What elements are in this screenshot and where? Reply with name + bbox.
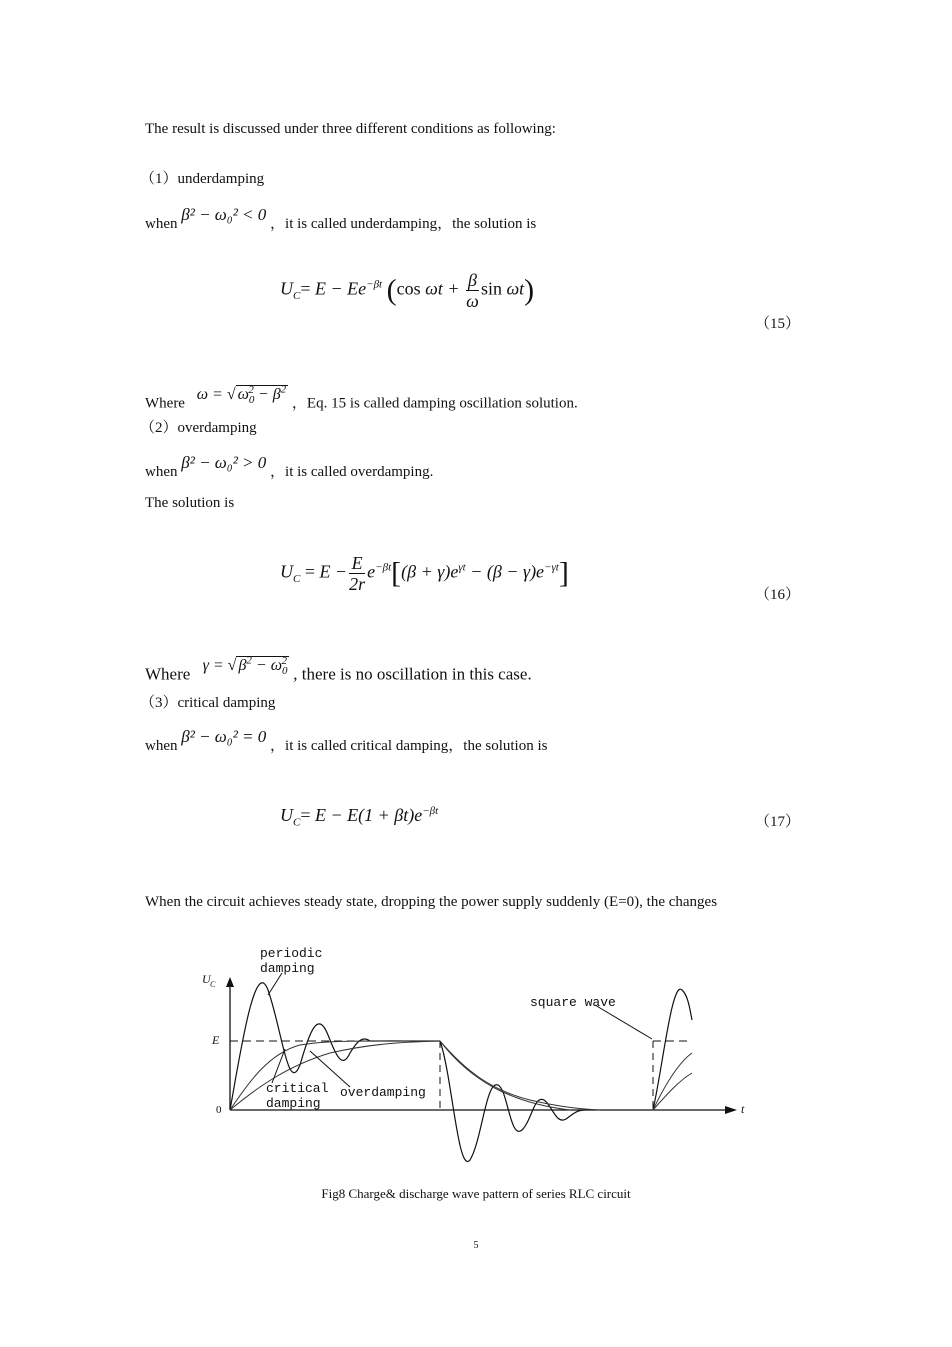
condition-underdamping: β² − ω₀² < 0 bbox=[181, 205, 267, 224]
y-axis-arrow bbox=[226, 977, 234, 987]
when-label: when bbox=[145, 464, 178, 480]
when-label: when bbox=[145, 738, 178, 754]
when-label: when bbox=[145, 216, 178, 232]
where2-text: , there is no oscillation in this case. bbox=[293, 664, 532, 684]
condition-critical: β² − ω₀² = 0 bbox=[181, 727, 267, 746]
equation-15-number: （15） bbox=[755, 316, 801, 332]
where-gamma-line bbox=[145, 655, 532, 690]
case3-heading: （3）critical damping bbox=[140, 695, 276, 711]
gamma-definition: γ = √ $\beta^2 - \omega_0^2$ bbox=[202, 655, 288, 678]
condition-overdamping: β² − ω₀² > 0 bbox=[181, 453, 267, 472]
case2-line bbox=[145, 453, 434, 481]
case1-heading: （1）underdamping bbox=[140, 171, 265, 187]
critical-label-1: critical bbox=[266, 1081, 329, 1096]
e-level-label: E bbox=[212, 1033, 220, 1047]
y-axis-sub: C bbox=[210, 980, 216, 989]
discharge-overdamping bbox=[440, 1041, 600, 1110]
case2-heading: （2）overdamping bbox=[140, 420, 257, 436]
square-wave-label: square wave bbox=[530, 995, 616, 1010]
y-axis-label: U bbox=[202, 972, 211, 986]
x-axis-arrow bbox=[725, 1106, 737, 1114]
rlc-wave-figure bbox=[190, 935, 770, 1175]
figure-caption: Fig8 Charge& discharge wave pattern of series RLC circuit bbox=[321, 1186, 631, 1201]
equation-16: $U_C = E$ − $\frac{E}{2r}$ $e^{-\beta t}[(\beta + \gamma)e^{\gamma t} - (\beta - \gamma)e^{-\gamma t}]$ bbox=[280, 553, 569, 594]
where-label: Where bbox=[145, 664, 191, 684]
periodic-label-2: damping bbox=[260, 961, 315, 976]
where-omega-line bbox=[145, 384, 578, 418]
intro-text: The result is discussed under three different conditions as following: bbox=[145, 121, 556, 137]
steady-state-text: When the circuit achieves steady state, dropping the power supply suddenly (E=0), the changes bbox=[145, 894, 718, 910]
critical-pointer bbox=[272, 1049, 285, 1083]
periodic-pointer bbox=[268, 973, 282, 995]
square-wave-pointer bbox=[595, 1005, 652, 1039]
case1-text: ，it is called underdamping，the solution is bbox=[270, 216, 537, 232]
case2-text: ，it is called overdamping. bbox=[270, 464, 434, 480]
equation-15: $U_C= E - Ee^{-\beta t}$ (cos ωt + $\frac{\beta}{\omega}$ sin ωt) bbox=[280, 270, 535, 311]
overdamping-label: overdamping bbox=[340, 1085, 426, 1100]
solution-is-text: The solution is bbox=[145, 495, 235, 511]
omega-definition: ω = √ $\omega_0^2 - \beta^2$ bbox=[196, 384, 287, 407]
equation-17-number: （17） bbox=[755, 814, 801, 830]
recharge-periodic bbox=[653, 989, 692, 1110]
periodic-label-1: periodic bbox=[260, 946, 323, 961]
case3-text: ，it is called critical damping，the solution is bbox=[270, 738, 548, 754]
where-label: Where bbox=[145, 395, 185, 412]
case1-line bbox=[145, 205, 537, 233]
where1-text: ，Eq. 15 is called damping oscillation solution. bbox=[291, 395, 578, 412]
x-axis-label: t bbox=[741, 1102, 745, 1116]
case3-line bbox=[145, 727, 548, 755]
equation-17: $U_C= E - E(1 + \beta t)e^{-\beta t}$ bbox=[280, 805, 439, 829]
discharge-oscillation bbox=[440, 1041, 585, 1162]
equation-16-number: （16） bbox=[755, 587, 801, 603]
critical-label-2: damping bbox=[266, 1096, 321, 1111]
page-number: 5 bbox=[473, 1240, 479, 1251]
origin-label: 0 bbox=[216, 1104, 222, 1116]
